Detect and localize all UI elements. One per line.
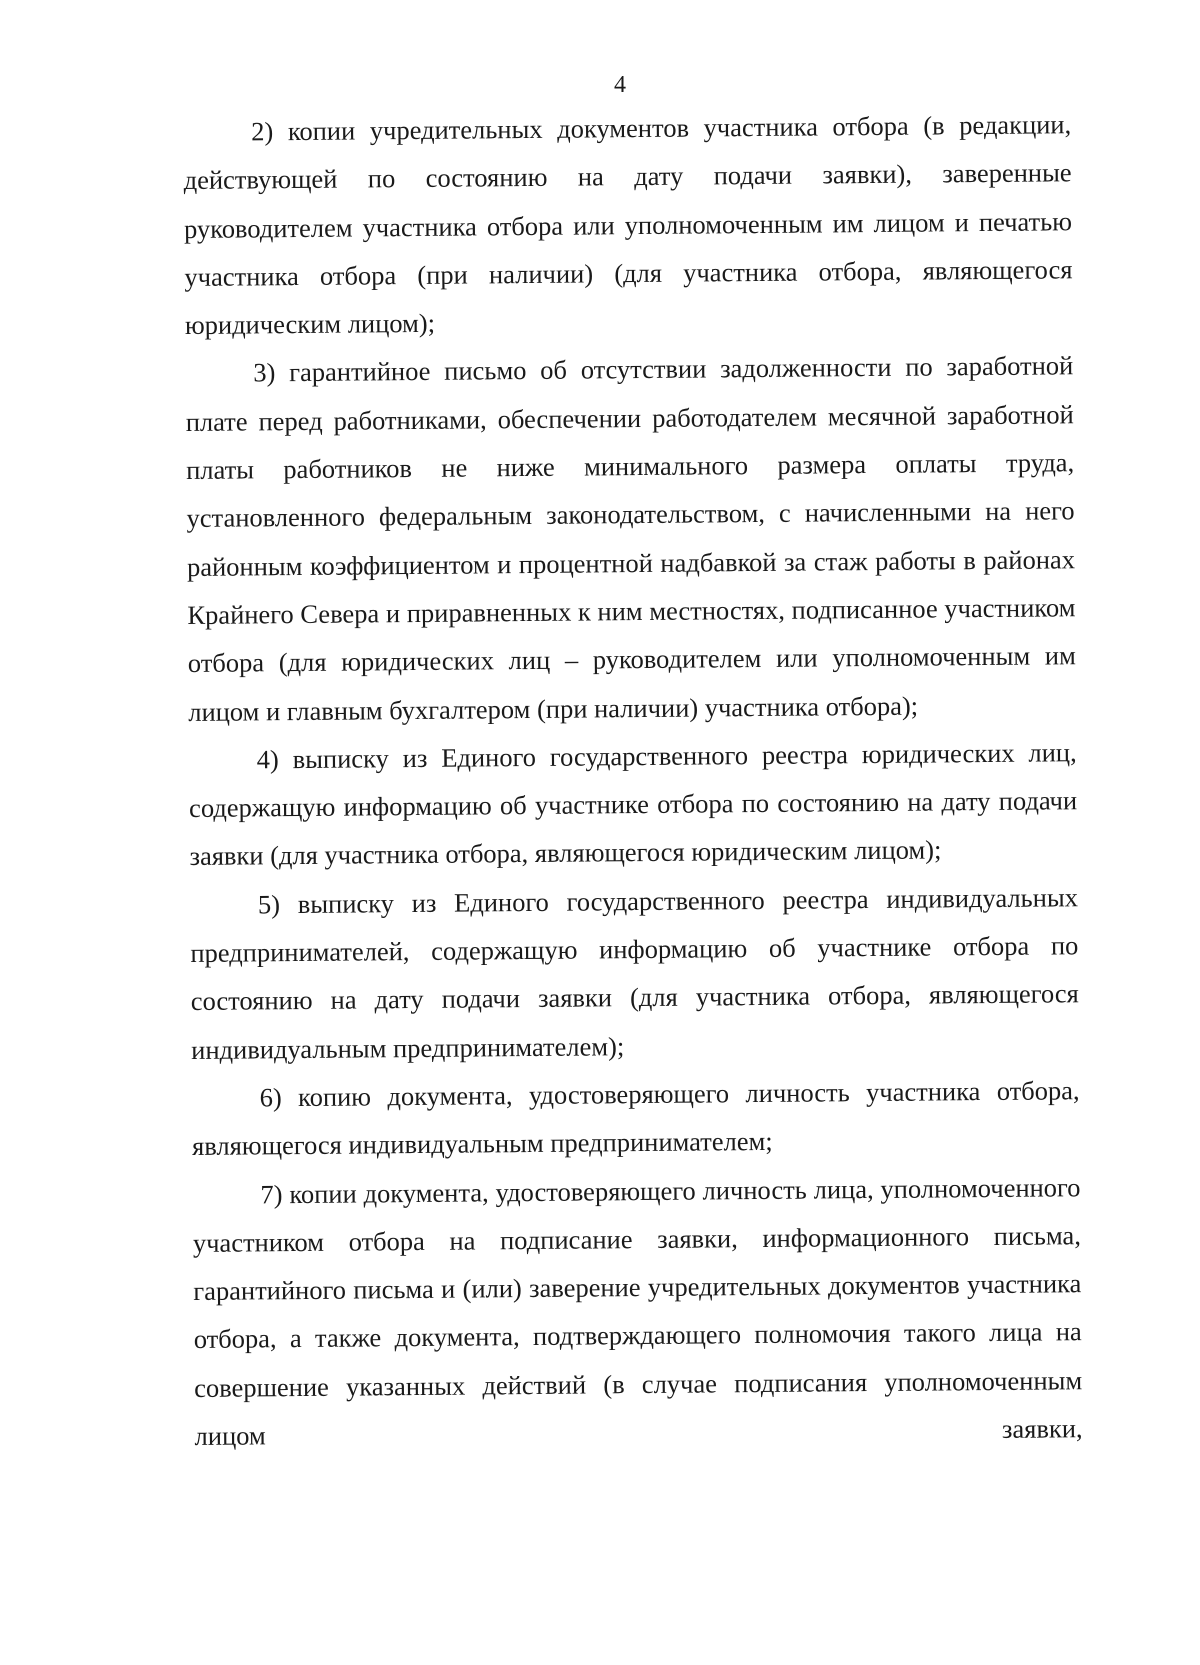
list-item-5: 5) выписку из Единого государственного реестра индивидуальных предпринимателей, содержащую информацию об участнике отбора по состоянию на дату подачи заявки (для участника отбора, являющегося индивидуальным предпринимателем); xyxy=(190,881,1079,1065)
list-item-2: 2) копии учредительных документов участника отбора (в редакции, действующей по состоянию на дату подачи заявки), заверенные руководителем участника отбора или уполномоченным им лицом и печатью участника отбора (при наличии) (для участника отбора, являющегося юридическим лицом); xyxy=(183,109,1073,341)
page-number: 4 xyxy=(614,72,626,98)
list-item-6: 6) копию документа, удостоверяющего личность участника отбора, являющегося индивидуальным предпринимателем; xyxy=(191,1075,1080,1162)
document-body xyxy=(183,100,1083,1460)
list-item-4: 4) выписку из Единого государственного реестра юридических лиц, содержащую информацию об участнике отбора по состоянию на дату подачи заявки (для участника отбора, являющегося юридическим лицом); xyxy=(188,737,1078,872)
list-item-7: 7) копии документа, удостоверяющего личность лица, уполномоченного участником отбора на подписание заявки, информационного письма, гарантийного письма и (или) заверение учредительных документов участника отбора, а также документа, подтверждающего полномочия такого лица на совершение указанных действий (в случае подписания уполномоченным лицом заявки, xyxy=(192,1171,1083,1451)
list-item-3: 3) гарантийное письмо об отсутствии задолженности по заработной плате перед работниками, обеспечении работодателем месячной заработной платы работников не ниже минимального размера оплаты труда, установленного федеральным законодательством, с начисленными на него районным коэффициентом и процентной надбавкой за стаж работы в районах Крайнего Севера и приравненных к ним местностях, подписанное участником отбора (для юридических лиц – руководителем или уполномоченным им лицом и главным бухгалтером (при наличии) участника отбора); xyxy=(185,350,1076,727)
